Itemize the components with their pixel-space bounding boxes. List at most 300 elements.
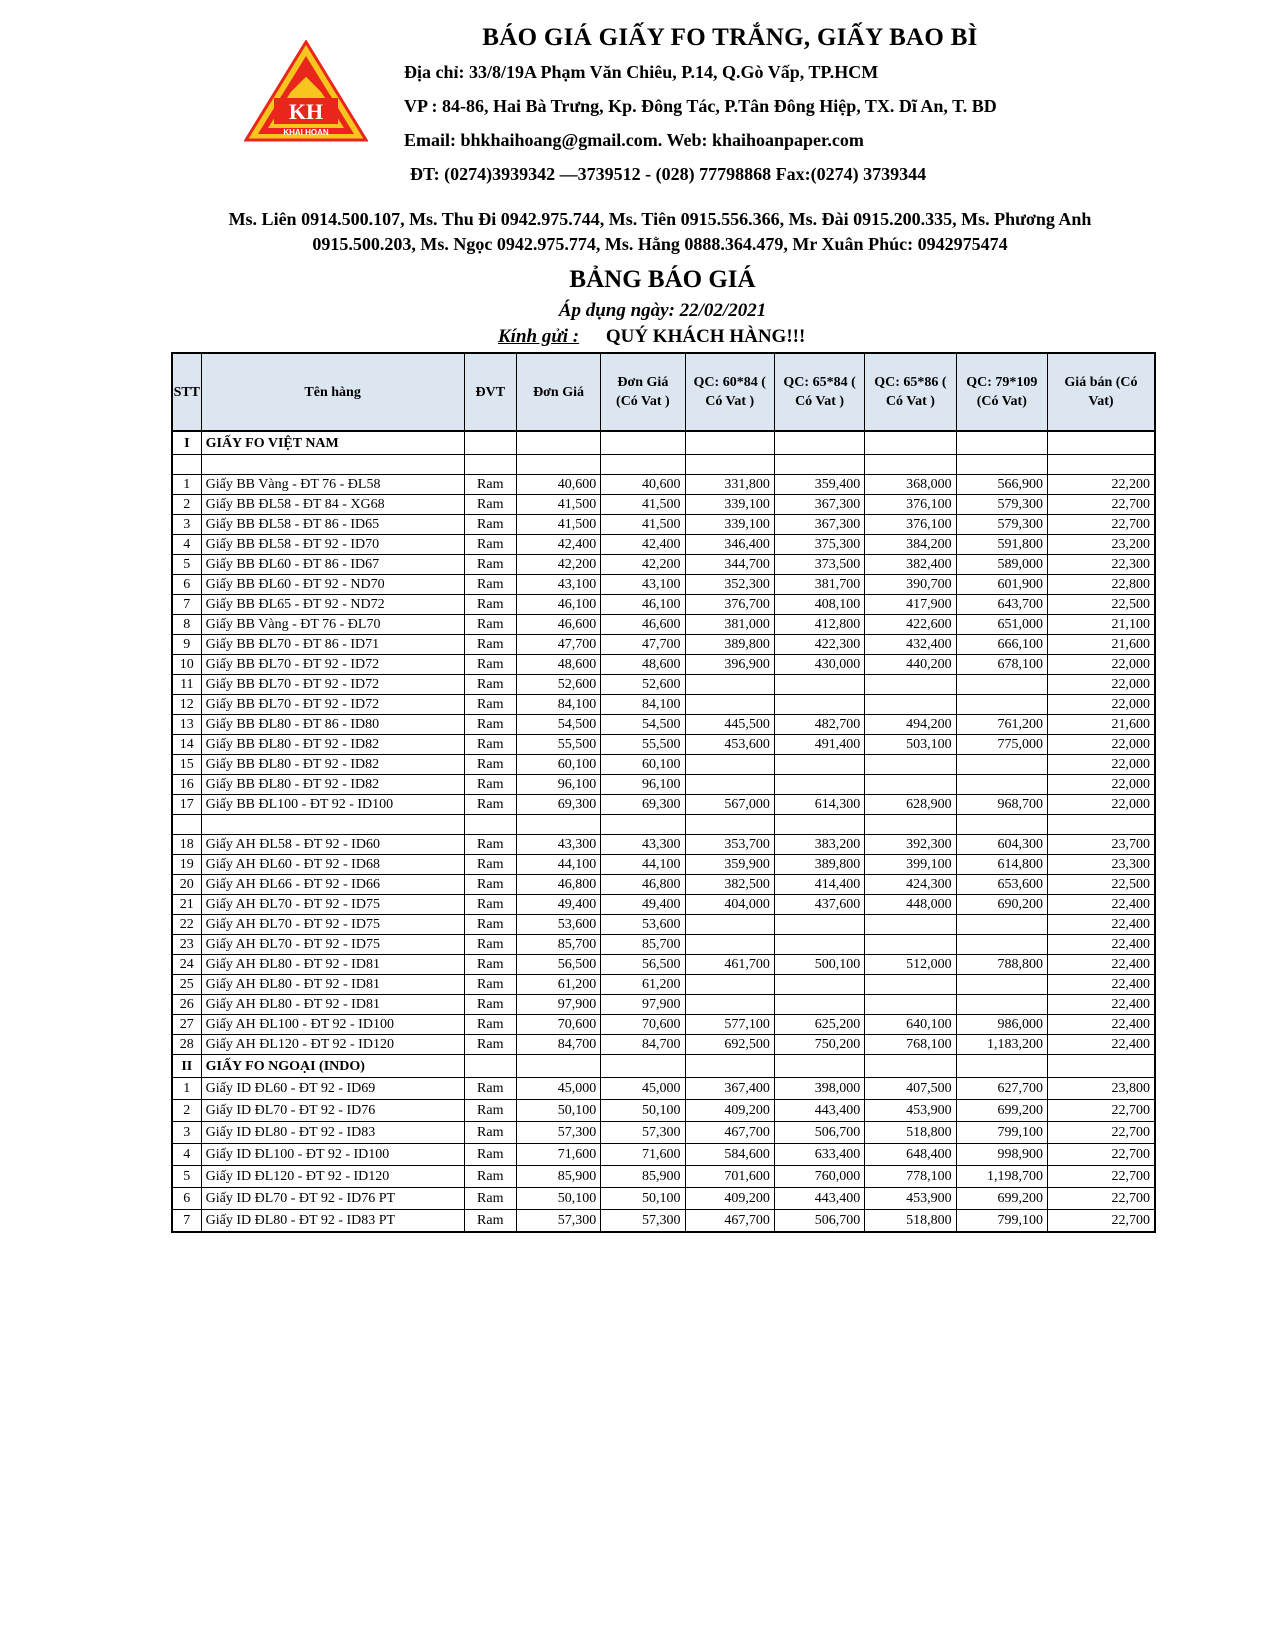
cell-name: Giấy AH ĐL66 - ĐT 92 - ID66 bbox=[201, 875, 464, 895]
cell-unit: Ram bbox=[464, 735, 516, 755]
cell-price: 53,600 bbox=[516, 915, 600, 935]
cell-qc-79x109: 799,100 bbox=[956, 1210, 1047, 1233]
cell-price-vat: 50,100 bbox=[601, 1188, 685, 1210]
cell-qc-79x109 bbox=[956, 775, 1047, 795]
empty-cell bbox=[956, 1055, 1047, 1078]
cell-unit: Ram bbox=[464, 535, 516, 555]
empty-cell bbox=[1047, 431, 1155, 455]
cell-price: 46,600 bbox=[516, 615, 600, 635]
cell-qc-60x84: 467,700 bbox=[685, 1210, 774, 1233]
cell-unit: Ram bbox=[464, 695, 516, 715]
cell-stt: 28 bbox=[172, 1035, 201, 1055]
cell-price: 41,500 bbox=[516, 515, 600, 535]
cell-price-vat: 85,900 bbox=[601, 1166, 685, 1188]
cell-qc-65x86 bbox=[865, 935, 956, 955]
cell-qc-65x84: 375,300 bbox=[774, 535, 864, 555]
cell-name: Giấy AH ĐL120 - ĐT 92 - ID120 bbox=[201, 1035, 464, 1055]
cell-qc-65x84: 491,400 bbox=[774, 735, 864, 755]
cell-price: 57,300 bbox=[516, 1122, 600, 1144]
cell-price-vat: 45,000 bbox=[601, 1078, 685, 1100]
cell-unit: Ram bbox=[464, 955, 516, 975]
cell-stt: 6 bbox=[172, 575, 201, 595]
cell-sale-price: 23,200 bbox=[1047, 535, 1155, 555]
section-row bbox=[172, 431, 1155, 455]
cell-name: Giấy AH ĐL70 - ĐT 92 - ID75 bbox=[201, 935, 464, 955]
cell-name: Giấy ID ĐL70 - ĐT 92 - ID76 bbox=[201, 1100, 464, 1122]
cell-qc-65x86: 628,900 bbox=[865, 795, 956, 815]
cell-name: Giấy BB ĐL60 - ĐT 92 - ND70 bbox=[201, 575, 464, 595]
cell-unit: Ram bbox=[464, 475, 516, 495]
cell-qc-65x86: 417,900 bbox=[865, 595, 956, 615]
price-table bbox=[171, 352, 1156, 1233]
cell-price-vat: 42,400 bbox=[601, 535, 685, 555]
table-row bbox=[172, 995, 1155, 1015]
cell-price: 84,100 bbox=[516, 695, 600, 715]
cell-qc-79x109: 1,198,700 bbox=[956, 1166, 1047, 1188]
cell-stt: 4 bbox=[172, 535, 201, 555]
cell-qc-60x84: 382,500 bbox=[685, 875, 774, 895]
cell-name: Giấy BB ĐL58 - ĐT 84 - XG68 bbox=[201, 495, 464, 515]
table-row bbox=[172, 655, 1155, 675]
table-row bbox=[172, 1122, 1155, 1144]
cell-name: Giấy ID ĐL80 - ĐT 92 - ID83 PT bbox=[201, 1210, 464, 1233]
cell-name: Giấy BB Vàng - ĐT 76 - ĐL70 bbox=[201, 615, 464, 635]
cell-qc-79x109: 579,300 bbox=[956, 495, 1047, 515]
cell-sale-price: 21,600 bbox=[1047, 635, 1155, 655]
cell-sale-price: 21,100 bbox=[1047, 615, 1155, 635]
col-stt: STT bbox=[172, 353, 201, 431]
cell-price-vat: 56,500 bbox=[601, 955, 685, 975]
cell-sale-price: 22,400 bbox=[1047, 935, 1155, 955]
cell-qc-65x84: 381,700 bbox=[774, 575, 864, 595]
cell-price-vat: 69,300 bbox=[601, 795, 685, 815]
cell-price-vat: 46,600 bbox=[601, 615, 685, 635]
empty-cell bbox=[1047, 815, 1155, 835]
cell-unit: Ram bbox=[464, 715, 516, 735]
cell-sale-price: 23,300 bbox=[1047, 855, 1155, 875]
table-row bbox=[172, 595, 1155, 615]
empty-cell bbox=[464, 431, 516, 455]
cell-unit: Ram bbox=[464, 855, 516, 875]
table-row bbox=[172, 1035, 1155, 1055]
cell-price: 84,700 bbox=[516, 1035, 600, 1055]
cell-price-vat: 60,100 bbox=[601, 755, 685, 775]
cell-name: Giấy BB ĐL70 - ĐT 92 - ID72 bbox=[201, 655, 464, 675]
cell-qc-79x109: 986,000 bbox=[956, 1015, 1047, 1035]
table-row bbox=[172, 695, 1155, 715]
table-row bbox=[172, 555, 1155, 575]
cell-qc-60x84: 359,900 bbox=[685, 855, 774, 875]
cell-price: 85,900 bbox=[516, 1166, 600, 1188]
cell-qc-79x109: 604,300 bbox=[956, 835, 1047, 855]
cell-name: Giấy BB ĐL70 - ĐT 92 - ID72 bbox=[201, 675, 464, 695]
cell-qc-60x84 bbox=[685, 975, 774, 995]
cell-unit: Ram bbox=[464, 1144, 516, 1166]
cell-name: Giấy AH ĐL100 - ĐT 92 - ID100 bbox=[201, 1015, 464, 1035]
cell-price: 52,600 bbox=[516, 675, 600, 695]
cell-qc-65x86: 399,100 bbox=[865, 855, 956, 875]
table-row bbox=[172, 1100, 1155, 1122]
empty-cell bbox=[865, 455, 956, 475]
cell-price: 96,100 bbox=[516, 775, 600, 795]
cell-qc-60x84: 445,500 bbox=[685, 715, 774, 735]
cell-qc-79x109: 651,000 bbox=[956, 615, 1047, 635]
cell-qc-79x109: 998,900 bbox=[956, 1144, 1047, 1166]
cell-qc-79x109: 614,800 bbox=[956, 855, 1047, 875]
blank-row bbox=[172, 815, 1155, 835]
cell-unit: Ram bbox=[464, 935, 516, 955]
kinh-gui-label: Kính gửi : bbox=[498, 326, 580, 347]
cell-stt: 14 bbox=[172, 735, 201, 755]
cell-stt: 6 bbox=[172, 1188, 201, 1210]
cell-qc-65x86: 503,100 bbox=[865, 735, 956, 755]
section-number: II bbox=[172, 1055, 201, 1078]
col-qc-79x109: QC: 79*109 (Có Vat) bbox=[956, 353, 1047, 431]
cell-qc-79x109: 968,700 bbox=[956, 795, 1047, 815]
cell-stt: 5 bbox=[172, 555, 201, 575]
cell-qc-65x86: 407,500 bbox=[865, 1078, 956, 1100]
cell-qc-65x84 bbox=[774, 975, 864, 995]
cell-stt: 10 bbox=[172, 655, 201, 675]
cell-sale-price: 22,400 bbox=[1047, 1015, 1155, 1035]
cell-price: 46,100 bbox=[516, 595, 600, 615]
office-address: VP : 84-86, Hai Bà Trưng, Kp. Đông Tác, P.Tân Đông Hiệp, TX. Dĩ An, T. BD bbox=[404, 96, 997, 116]
cell-unit: Ram bbox=[464, 655, 516, 675]
cell-sale-price: 22,700 bbox=[1047, 1210, 1155, 1233]
empty-cell bbox=[774, 815, 864, 835]
cell-name: Giấy BB ĐL58 - ĐT 86 - ID65 bbox=[201, 515, 464, 535]
cell-qc-65x86: 494,200 bbox=[865, 715, 956, 735]
cell-qc-65x84: 412,800 bbox=[774, 615, 864, 635]
cell-qc-65x86 bbox=[865, 695, 956, 715]
cell-price-vat: 44,100 bbox=[601, 855, 685, 875]
cell-qc-79x109: 761,200 bbox=[956, 715, 1047, 735]
price-table-body bbox=[172, 431, 1155, 1232]
col-ten-hang: Tên hàng bbox=[201, 353, 464, 431]
cell-unit: Ram bbox=[464, 635, 516, 655]
cell-qc-79x109: 788,800 bbox=[956, 955, 1047, 975]
table-row bbox=[172, 795, 1155, 815]
empty-cell bbox=[685, 431, 774, 455]
cell-price: 46,800 bbox=[516, 875, 600, 895]
cell-qc-65x86: 390,700 bbox=[865, 575, 956, 595]
cell-qc-60x84: 344,700 bbox=[685, 555, 774, 575]
empty-cell bbox=[201, 815, 464, 835]
cell-price: 55,500 bbox=[516, 735, 600, 755]
cell-unit: Ram bbox=[464, 1122, 516, 1144]
cell-stt: 9 bbox=[172, 635, 201, 655]
cell-qc-60x84 bbox=[685, 695, 774, 715]
cell-unit: Ram bbox=[464, 575, 516, 595]
cell-sale-price: 23,800 bbox=[1047, 1078, 1155, 1100]
cell-stt: 19 bbox=[172, 855, 201, 875]
cell-qc-65x86 bbox=[865, 755, 956, 775]
cell-name: Giấy AH ĐL70 - ĐT 92 - ID75 bbox=[201, 895, 464, 915]
table-row bbox=[172, 855, 1155, 875]
table-row bbox=[172, 975, 1155, 995]
cell-unit: Ram bbox=[464, 795, 516, 815]
cell-qc-65x86: 640,100 bbox=[865, 1015, 956, 1035]
cell-stt: 26 bbox=[172, 995, 201, 1015]
cell-qc-65x84: 633,400 bbox=[774, 1144, 864, 1166]
cell-price-vat: 46,800 bbox=[601, 875, 685, 895]
cell-sale-price: 22,200 bbox=[1047, 475, 1155, 495]
cell-qc-79x109: 601,900 bbox=[956, 575, 1047, 595]
empty-cell bbox=[172, 455, 201, 475]
cell-unit: Ram bbox=[464, 875, 516, 895]
cell-price: 41,500 bbox=[516, 495, 600, 515]
cell-stt: 23 bbox=[172, 935, 201, 955]
cell-qc-79x109: 627,700 bbox=[956, 1078, 1047, 1100]
cell-qc-79x109: 699,200 bbox=[956, 1100, 1047, 1122]
cell-unit: Ram bbox=[464, 495, 516, 515]
cell-qc-65x84: 367,300 bbox=[774, 515, 864, 535]
cell-stt: 11 bbox=[172, 675, 201, 695]
cell-stt: 21 bbox=[172, 895, 201, 915]
cell-qc-65x84: 359,400 bbox=[774, 475, 864, 495]
cell-qc-65x86: 376,100 bbox=[865, 515, 956, 535]
cell-qc-60x84: 692,500 bbox=[685, 1035, 774, 1055]
cell-unit: Ram bbox=[464, 1015, 516, 1035]
cell-qc-79x109: 699,200 bbox=[956, 1188, 1047, 1210]
phone-fax: ĐT: (0274)3939342 —3739512 - (028) 77798868 Fax:(0274) 3739344 bbox=[410, 164, 927, 184]
document-title: BÁO GIÁ GIẤY FO TRẮNG, GIẤY BAO BÌ bbox=[482, 24, 978, 51]
cell-sale-price: 22,500 bbox=[1047, 875, 1155, 895]
cell-qc-65x84: 367,300 bbox=[774, 495, 864, 515]
cell-price: 54,500 bbox=[516, 715, 600, 735]
cell-qc-79x109 bbox=[956, 695, 1047, 715]
cell-qc-65x86: 368,000 bbox=[865, 475, 956, 495]
cell-qc-60x84: 584,600 bbox=[685, 1144, 774, 1166]
cell-price-vat: 42,200 bbox=[601, 555, 685, 575]
contacts-line-1: Ms. Liên 0914.500.107, Ms. Thu Đi 0942.975.744, Ms. Tiên 0915.556.366, Ms. Đài 0915.200.335, Ms. Phương Anh bbox=[228, 209, 1092, 229]
cell-unit: Ram bbox=[464, 1166, 516, 1188]
table-row bbox=[172, 875, 1155, 895]
empty-cell bbox=[1047, 1055, 1155, 1078]
cell-qc-79x109: 579,300 bbox=[956, 515, 1047, 535]
cell-sale-price: 22,400 bbox=[1047, 975, 1155, 995]
cell-qc-65x86: 778,100 bbox=[865, 1166, 956, 1188]
cell-qc-60x84: 367,400 bbox=[685, 1078, 774, 1100]
cell-stt: 5 bbox=[172, 1166, 201, 1188]
cell-stt: 16 bbox=[172, 775, 201, 795]
cell-name: Giấy BB ĐL80 - ĐT 86 - ID80 bbox=[201, 715, 464, 735]
cell-qc-65x84 bbox=[774, 755, 864, 775]
cell-qc-65x84 bbox=[774, 695, 864, 715]
cell-price: 70,600 bbox=[516, 1015, 600, 1035]
cell-qc-65x86: 384,200 bbox=[865, 535, 956, 555]
cell-qc-60x84: 352,300 bbox=[685, 575, 774, 595]
cell-stt: 3 bbox=[172, 515, 201, 535]
table-row bbox=[172, 935, 1155, 955]
table-row bbox=[172, 515, 1155, 535]
cell-name: Giấy BB ĐL70 - ĐT 92 - ID72 bbox=[201, 695, 464, 715]
table-row bbox=[172, 675, 1155, 695]
cell-qc-79x109 bbox=[956, 915, 1047, 935]
sales-contacts bbox=[170, 207, 1150, 257]
cell-qc-65x84 bbox=[774, 675, 864, 695]
cell-qc-65x86 bbox=[865, 915, 956, 935]
cell-qc-79x109: 1,183,200 bbox=[956, 1035, 1047, 1055]
cell-sale-price: 22,700 bbox=[1047, 1166, 1155, 1188]
cell-qc-79x109 bbox=[956, 755, 1047, 775]
cell-qc-65x84: 389,800 bbox=[774, 855, 864, 875]
cell-qc-65x86: 422,600 bbox=[865, 615, 956, 635]
empty-cell bbox=[201, 455, 464, 475]
contacts-line-2: 0915.500.203, Ms. Ngọc 0942.975.774, Ms. Hằng 0888.364.479, Mr Xuân Phúc: 0942975474 bbox=[312, 234, 1008, 254]
empty-cell bbox=[685, 1055, 774, 1078]
cell-price-vat: 57,300 bbox=[601, 1210, 685, 1233]
cell-qc-65x86: 432,400 bbox=[865, 635, 956, 655]
cell-unit: Ram bbox=[464, 895, 516, 915]
section-row bbox=[172, 1055, 1155, 1078]
cell-sale-price: 22,000 bbox=[1047, 755, 1155, 775]
cell-price-vat: 41,500 bbox=[601, 495, 685, 515]
cell-price: 42,400 bbox=[516, 535, 600, 555]
empty-cell bbox=[685, 455, 774, 475]
cell-unit: Ram bbox=[464, 1188, 516, 1210]
cell-name: Giấy BB ĐL58 - ĐT 92 - ID70 bbox=[201, 535, 464, 555]
empty-cell bbox=[865, 1055, 956, 1078]
cell-unit: Ram bbox=[464, 775, 516, 795]
cell-price-vat: 84,100 bbox=[601, 695, 685, 715]
cell-qc-65x84 bbox=[774, 995, 864, 1015]
empty-cell bbox=[516, 455, 600, 475]
cell-qc-60x84: 339,100 bbox=[685, 515, 774, 535]
cell-sale-price: 22,700 bbox=[1047, 1100, 1155, 1122]
table-row bbox=[172, 755, 1155, 775]
applied-date: Áp dụng ngày: 22/02/2021 bbox=[558, 300, 767, 321]
cell-qc-65x86 bbox=[865, 675, 956, 695]
empty-cell bbox=[956, 455, 1047, 475]
empty-cell bbox=[685, 815, 774, 835]
cell-sale-price: 22,000 bbox=[1047, 675, 1155, 695]
cell-unit: Ram bbox=[464, 755, 516, 775]
cell-stt: 25 bbox=[172, 975, 201, 995]
cell-price: 45,000 bbox=[516, 1078, 600, 1100]
cell-name: Giấy ID ĐL80 - ĐT 92 - ID83 bbox=[201, 1122, 464, 1144]
table-row bbox=[172, 1188, 1155, 1210]
cell-qc-60x84 bbox=[685, 755, 774, 775]
cell-price-vat: 47,700 bbox=[601, 635, 685, 655]
cell-qc-65x84: 443,400 bbox=[774, 1188, 864, 1210]
cell-price: 85,700 bbox=[516, 935, 600, 955]
cell-sale-price: 21,600 bbox=[1047, 715, 1155, 735]
table-row bbox=[172, 615, 1155, 635]
cell-unit: Ram bbox=[464, 515, 516, 535]
cell-qc-60x84: 353,700 bbox=[685, 835, 774, 855]
cell-qc-65x86 bbox=[865, 775, 956, 795]
cell-price: 56,500 bbox=[516, 955, 600, 975]
cell-qc-60x84: 461,700 bbox=[685, 955, 774, 975]
cell-sale-price: 22,700 bbox=[1047, 1144, 1155, 1166]
cell-sale-price: 22,700 bbox=[1047, 1122, 1155, 1144]
cell-name: Giấy ID ĐL120 - ĐT 92 - ID120 bbox=[201, 1166, 464, 1188]
cell-name: Giấy BB ĐL65 - ĐT 92 - ND72 bbox=[201, 595, 464, 615]
cell-name: Giấy AH ĐL80 - ĐT 92 - ID81 bbox=[201, 975, 464, 995]
cell-price-vat: 70,600 bbox=[601, 1015, 685, 1035]
cell-qc-65x86: 392,300 bbox=[865, 835, 956, 855]
cell-price: 97,900 bbox=[516, 995, 600, 1015]
cell-qc-65x84: 408,100 bbox=[774, 595, 864, 615]
quote-title: BẢNG BÁO GIÁ bbox=[569, 266, 756, 293]
cell-qc-65x86: 518,800 bbox=[865, 1210, 956, 1233]
cell-qc-60x84: 453,600 bbox=[685, 735, 774, 755]
company-address: Địa chỉ: 33/8/19A Phạm Văn Chiêu, P.14, Q.Gò Vấp, TP.HCM bbox=[404, 62, 879, 82]
cell-price-vat: 96,100 bbox=[601, 775, 685, 795]
section-title: GIẤY FO VIỆT NAM bbox=[201, 431, 464, 455]
empty-cell bbox=[601, 1055, 685, 1078]
empty-cell bbox=[172, 815, 201, 835]
empty-cell bbox=[865, 431, 956, 455]
empty-cell bbox=[601, 815, 685, 835]
cell-unit: Ram bbox=[464, 1210, 516, 1233]
col-don-gia-vat: Đơn Giá (Có Vat ) bbox=[601, 353, 685, 431]
cell-qc-79x109: 589,000 bbox=[956, 555, 1047, 575]
cell-qc-65x86 bbox=[865, 995, 956, 1015]
cell-price-vat: 71,600 bbox=[601, 1144, 685, 1166]
cell-name: Giấy BB ĐL60 - ĐT 86 - ID67 bbox=[201, 555, 464, 575]
cell-price: 49,400 bbox=[516, 895, 600, 915]
cell-qc-79x109: 690,200 bbox=[956, 895, 1047, 915]
cell-qc-60x84 bbox=[685, 675, 774, 695]
cell-price: 48,600 bbox=[516, 655, 600, 675]
cell-qc-65x84: 760,000 bbox=[774, 1166, 864, 1188]
cell-qc-79x109: 678,100 bbox=[956, 655, 1047, 675]
cell-qc-60x84: 701,600 bbox=[685, 1166, 774, 1188]
cell-name: Giấy BB ĐL70 - ĐT 86 - ID71 bbox=[201, 635, 464, 655]
table-row bbox=[172, 1078, 1155, 1100]
cell-qc-65x86: 382,400 bbox=[865, 555, 956, 575]
table-row bbox=[172, 735, 1155, 755]
cell-name: Giấy BB ĐL80 - ĐT 92 - ID82 bbox=[201, 755, 464, 775]
section-title: GIẤY FO NGOẠI (INDO) bbox=[201, 1055, 464, 1078]
cell-sale-price: 22,300 bbox=[1047, 555, 1155, 575]
section-number: I bbox=[172, 431, 201, 455]
cell-qc-60x84 bbox=[685, 915, 774, 935]
col-qc-65x84: QC: 65*84 ( Có Vat ) bbox=[774, 353, 864, 431]
cell-qc-60x84: 409,200 bbox=[685, 1188, 774, 1210]
cell-price-vat: 49,400 bbox=[601, 895, 685, 915]
table-row bbox=[172, 1144, 1155, 1166]
cell-sale-price: 22,400 bbox=[1047, 915, 1155, 935]
logo-subtext: KHAI HOAN bbox=[283, 128, 329, 137]
cell-unit: Ram bbox=[464, 995, 516, 1015]
cell-qc-79x109 bbox=[956, 935, 1047, 955]
cell-price: 71,600 bbox=[516, 1144, 600, 1166]
cell-sale-price: 22,700 bbox=[1047, 1188, 1155, 1210]
cell-price-vat: 84,700 bbox=[601, 1035, 685, 1055]
empty-cell bbox=[1047, 455, 1155, 475]
cell-name: Giấy BB ĐL100 - ĐT 92 - ID100 bbox=[201, 795, 464, 815]
cell-price-vat: 46,100 bbox=[601, 595, 685, 615]
cell-sale-price: 23,700 bbox=[1047, 835, 1155, 855]
cell-unit: Ram bbox=[464, 1035, 516, 1055]
cell-qc-65x84: 506,700 bbox=[774, 1210, 864, 1233]
cell-qc-60x84: 389,800 bbox=[685, 635, 774, 655]
cell-qc-65x86: 448,000 bbox=[865, 895, 956, 915]
cell-qc-65x84: 383,200 bbox=[774, 835, 864, 855]
cell-qc-60x84 bbox=[685, 775, 774, 795]
col-dvt: ĐVT bbox=[464, 353, 516, 431]
recipient-name: QUÝ KHÁCH HÀNG!!! bbox=[605, 326, 806, 347]
cell-sale-price: 22,000 bbox=[1047, 735, 1155, 755]
cell-name: Giấy AH ĐL60 - ĐT 92 - ID68 bbox=[201, 855, 464, 875]
cell-qc-79x109: 566,900 bbox=[956, 475, 1047, 495]
table-row bbox=[172, 895, 1155, 915]
empty-cell bbox=[516, 1055, 600, 1078]
cell-unit: Ram bbox=[464, 1100, 516, 1122]
